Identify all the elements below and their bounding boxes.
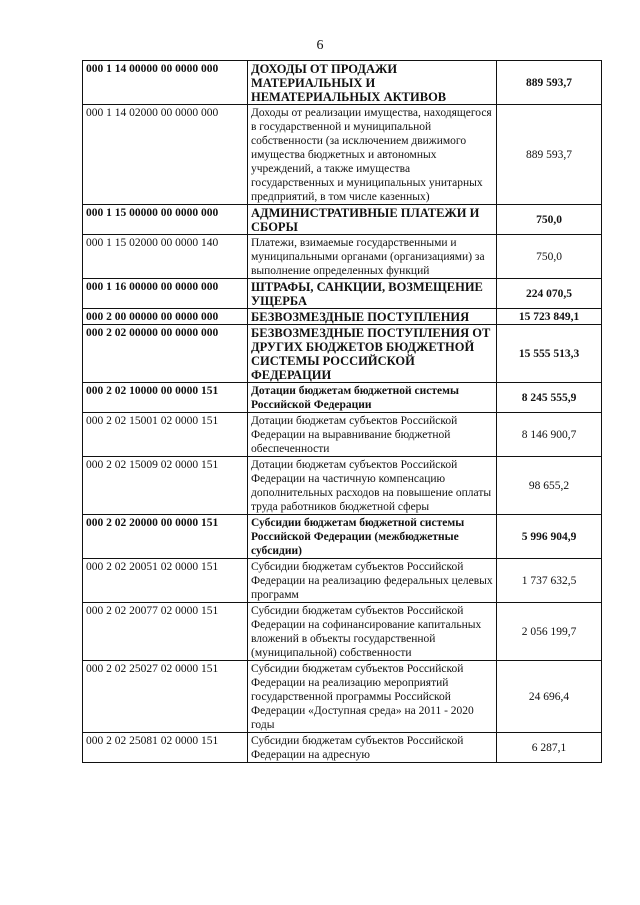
budget-code-cell: 000 1 14 02000 00 0000 000 bbox=[83, 105, 248, 205]
amount-cell: 889 593,7 bbox=[497, 61, 602, 105]
amount-cell: 5 996 904,9 bbox=[497, 515, 602, 559]
budget-code-cell: 000 1 16 00000 00 0000 000 bbox=[83, 279, 248, 309]
table-row bbox=[83, 309, 602, 325]
budget-code-cell: 000 2 02 25027 02 0000 151 bbox=[83, 661, 248, 733]
budget-code-cell: 000 2 02 10000 00 0000 151 bbox=[83, 383, 248, 413]
revenue-name-cell: БЕЗВОЗМЕЗДНЫЕ ПОСТУПЛЕНИЯ ОТ ДРУГИХ БЮДЖЕТОВ БЮДЖЕТНОЙ СИСТЕМЫ РОССИЙСКОЙ ФЕДЕРАЦИИ bbox=[248, 325, 497, 383]
table-row bbox=[83, 205, 602, 235]
table-row bbox=[83, 661, 602, 733]
budget-code-cell: 000 2 02 25081 02 0000 151 bbox=[83, 733, 248, 763]
budget-code-cell: 000 2 02 15001 02 0000 151 bbox=[83, 413, 248, 457]
budget-code-cell: 000 2 02 20077 02 0000 151 bbox=[83, 603, 248, 661]
revenue-name-cell: БЕЗВОЗМЕЗДНЫЕ ПОСТУПЛЕНИЯ bbox=[248, 309, 497, 325]
budget-code-cell: 000 2 02 20051 02 0000 151 bbox=[83, 559, 248, 603]
table-row bbox=[83, 279, 602, 309]
revenue-name-cell: ШТРАФЫ, САНКЦИИ, ВОЗМЕЩЕНИЕ УЩЕРБА bbox=[248, 279, 497, 309]
amount-cell: 15 723 849,1 bbox=[497, 309, 602, 325]
amount-cell: 224 070,5 bbox=[497, 279, 602, 309]
amount-cell: 6 287,1 bbox=[497, 733, 602, 763]
revenue-name-cell: Субсидии бюджетам бюджетной системы Российской Федерации (межбюджетные субсидии) bbox=[248, 515, 497, 559]
amount-cell: 1 737 632,5 bbox=[497, 559, 602, 603]
amount-cell: 98 655,2 bbox=[497, 457, 602, 515]
table-row bbox=[83, 559, 602, 603]
table-row bbox=[83, 733, 602, 763]
page-number: 6 bbox=[316, 38, 324, 53]
budget-code-cell: 000 2 02 20000 00 0000 151 bbox=[83, 515, 248, 559]
revenue-name-cell: Платежи, взимаемые государственными и муниципальными органами (организациями) за выполнение определенных функций bbox=[248, 235, 497, 279]
revenue-name-cell: Субсидии бюджетам субъектов Российской Федерации на софинансирование капитальных вложений в объекты государственной (муниципальной) собственности bbox=[248, 603, 497, 661]
table-row bbox=[83, 105, 602, 205]
revenue-table bbox=[82, 60, 602, 763]
table-row bbox=[83, 61, 602, 105]
revenue-name-cell: Дотации бюджетам субъектов Российской Федерации на частичную компенсацию дополнительных расходов на повышение оплаты труда работников бюджетной сферы bbox=[248, 457, 497, 515]
amount-cell: 8 245 555,9 bbox=[497, 383, 602, 413]
amount-cell: 15 555 513,3 bbox=[497, 325, 602, 383]
budget-code-cell: 000 2 02 15009 02 0000 151 bbox=[83, 457, 248, 515]
table-row bbox=[83, 325, 602, 383]
revenue-name-cell: Субсидии бюджетам субъектов Российской Федерации на адресную bbox=[248, 733, 497, 763]
revenue-name-cell: ДОХОДЫ ОТ ПРОДАЖИ МАТЕРИАЛЬНЫХ И НЕМАТЕРИАЛЬНЫХ АКТИВОВ bbox=[248, 61, 497, 105]
revenue-name-cell: Субсидии бюджетам субъектов Российской Федерации на реализацию мероприятий государственной программы Российской Федерации «Доступная среда» на 2011 - 2020 годы bbox=[248, 661, 497, 733]
revenue-name-cell: Доходы от реализации имущества, находящегося в государственной и муниципальной собственности (за исключением движимого имущества бюджетных и автономных учреждений, а также имущества государственных и муниципальных унитарных предприятий, в том числе казенных) bbox=[248, 105, 497, 205]
revenue-name-cell: Субсидии бюджетам субъектов Российской Федерации на реализацию федеральных целевых программ bbox=[248, 559, 497, 603]
amount-cell: 889 593,7 bbox=[497, 105, 602, 205]
table-row bbox=[83, 413, 602, 457]
table-row bbox=[83, 515, 602, 559]
table-row bbox=[83, 457, 602, 515]
revenue-table-body bbox=[83, 61, 602, 763]
amount-cell: 8 146 900,7 bbox=[497, 413, 602, 457]
budget-code-cell: 000 1 15 00000 00 0000 000 bbox=[83, 205, 248, 235]
amount-cell: 750,0 bbox=[497, 235, 602, 279]
budget-code-cell: 000 1 14 00000 00 0000 000 bbox=[83, 61, 248, 105]
table-row bbox=[83, 603, 602, 661]
revenue-name-cell: Дотации бюджетам бюджетной системы Российской Федерации bbox=[248, 383, 497, 413]
table-row bbox=[83, 235, 602, 279]
budget-code-cell: 000 2 02 00000 00 0000 000 bbox=[83, 325, 248, 383]
budget-code-cell: 000 2 00 00000 00 0000 000 bbox=[83, 309, 248, 325]
budget-code-cell: 000 1 15 02000 00 0000 140 bbox=[83, 235, 248, 279]
revenue-name-cell: Дотации бюджетам субъектов Российской Федерации на выравнивание бюджетной обеспеченности bbox=[248, 413, 497, 457]
table-row bbox=[83, 383, 602, 413]
amount-cell: 750,0 bbox=[497, 205, 602, 235]
amount-cell: 24 696,4 bbox=[497, 661, 602, 733]
revenue-name-cell: АДМИНИСТРАТИВНЫЕ ПЛАТЕЖИ И СБОРЫ bbox=[248, 205, 497, 235]
amount-cell: 2 056 199,7 bbox=[497, 603, 602, 661]
